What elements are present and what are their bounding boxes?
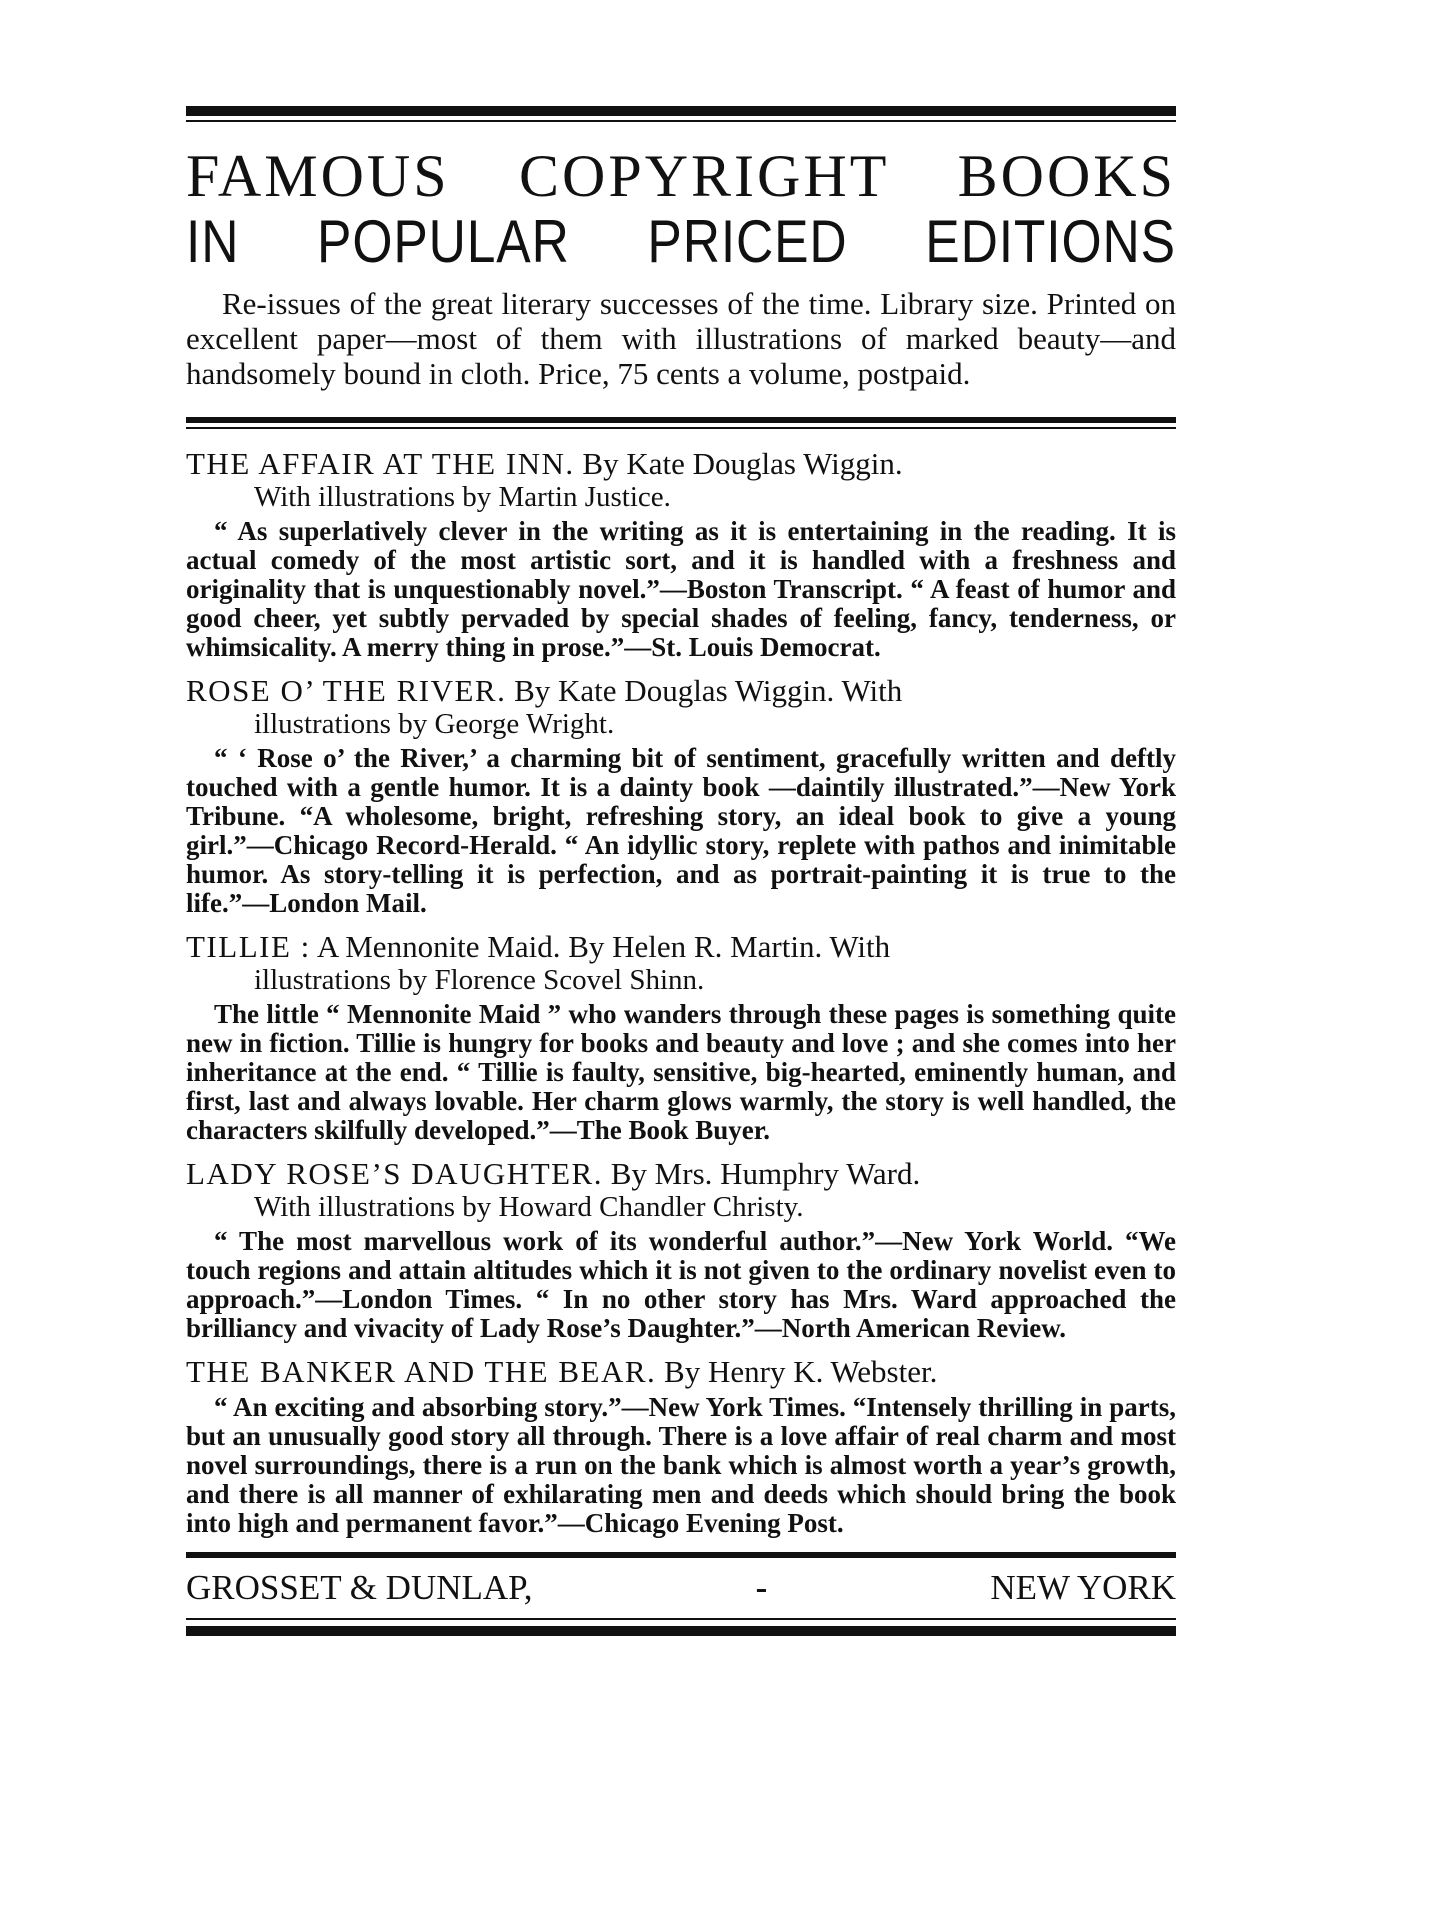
book-illustrations: With illustrations by Howard Chandler Christy. bbox=[254, 1191, 804, 1223]
book-review: “ As superlatively clever in the writing as it is entertaining in the reading. It is actual comedy of the most artistic sort, and it is handled with a freshness and originality that is unquestionably novel.”—Boston Transcript. “ A feast of humor and good cheer, yet subtly pervaded by special shades of feeling, fancy, tenderness, or whimsicality. A merry thing in prose.”—St. Louis Democrat. bbox=[186, 516, 1176, 662]
book-author: By Kate Douglas Wiggin. With bbox=[514, 673, 903, 708]
book-review: “ An exciting and absorbing story.”—New York Times. “Intensely thrilling in parts, but an unusually good story all through. There is a love affair of real charm and most novel surroundings, there is a run on the bank which is almost worth a year’s growth, and there is all manner of exhilarating men and deeds which should bring the book into high and permanent favor.”—Chicago Evening Post. bbox=[186, 1392, 1176, 1538]
book-heading bbox=[186, 930, 1176, 964]
top-rule bbox=[186, 106, 1176, 122]
top-heavy-rule bbox=[186, 106, 1176, 116]
book-title: LADY ROSE’S DAUGHTER. bbox=[186, 1156, 603, 1191]
book-heading bbox=[186, 1355, 1176, 1389]
publisher-city: NEW YORK bbox=[990, 1568, 1176, 1607]
book-entry bbox=[186, 1157, 1176, 1343]
book-heading bbox=[186, 447, 1176, 481]
intro-paragraph: Re-issues of the great literary successes of the time. Library size. Printed on excellent paper—most of them with illustrations of marked beauty—and handsomely bound in cloth. Price, 75 cents a volume, postpaid. bbox=[186, 286, 1176, 391]
publisher-name: GROSSET & DUNLAP, bbox=[186, 1568, 533, 1607]
section-thin-rule bbox=[186, 427, 1176, 429]
book-heading bbox=[186, 1157, 1176, 1191]
book-review: The little “ Mennonite Maid ” who wanders through these pages is something quite new in fiction. Tillie is hungry for books and beauty and love ; and she comes into her inheritance at the end. “ Tillie is faulty, sensitive, big-hearted, eminently human, and first, last and always lovable. Her charm glows warmly, the story is well handled, the characters skilfully developed.”—The Book Buyer. bbox=[186, 999, 1176, 1145]
book-illustrations: illustrations by Florence Scovel Shinn. bbox=[254, 964, 705, 996]
bottom-rule bbox=[186, 1618, 1176, 1636]
book-entry bbox=[186, 1355, 1176, 1538]
book-heading bbox=[186, 674, 1176, 708]
book-author: By Kate Douglas Wiggin. bbox=[582, 446, 903, 481]
book-entry bbox=[186, 930, 1176, 1145]
headline-line1: FAMOUS COPYRIGHT BOOKS bbox=[186, 143, 1176, 209]
book-author: A Mennonite Maid. By Helen R. Martin. With bbox=[316, 929, 891, 964]
top-thin-rule bbox=[186, 120, 1176, 122]
book-entry bbox=[186, 674, 1176, 918]
book-author: By Henry K. Webster. bbox=[664, 1354, 938, 1389]
book-title: THE BANKER AND THE BEAR. bbox=[186, 1354, 657, 1389]
book-illustrations: illustrations by George Wright. bbox=[254, 708, 615, 740]
book-illustrations: With illustrations by Martin Justice. bbox=[254, 481, 671, 513]
publisher-footer bbox=[186, 1558, 1176, 1618]
book-review: “ The most marvellous work of its wonderful author.”—New York World. “We touch regions and attain altitudes which it is not given to the ordinary novelist even to approach.”—London Times. “ In no other story has Mrs. Ward approached the brilliancy and vivacity of Lady Rose’s Daughter.”—North American Review. bbox=[186, 1226, 1176, 1343]
book-title: TILLIE : bbox=[186, 929, 311, 964]
advertisement-page bbox=[186, 106, 1176, 1636]
book-entry bbox=[186, 447, 1176, 662]
book-review: “ ‘ Rose o’ the River,’ a charming bit of sentiment, gracefully written and deftly touched with a gentle humor. It is a dainty book —daintily illustrated.”—New York Tribune. “A wholesome, bright, refreshing story, an ideal book to give a young girl.”—Chicago Record-Herald. “ An idyllic story, replete with pathos and inimitable humor. As story-telling it is perfection, and as portrait-painting it is true to the life.”—London Mail. bbox=[186, 743, 1176, 918]
footer-dash: - bbox=[755, 1568, 768, 1607]
headline-line2: IN POPULAR PRICED EDITIONS bbox=[186, 208, 1176, 275]
book-title: ROSE O’ THE RIVER. bbox=[186, 673, 507, 708]
book-author: By Mrs. Humphry Ward. bbox=[610, 1156, 921, 1191]
bottom-heavy-rule bbox=[186, 1626, 1176, 1636]
book-title: THE AFFAIR AT THE INN. bbox=[186, 446, 575, 481]
